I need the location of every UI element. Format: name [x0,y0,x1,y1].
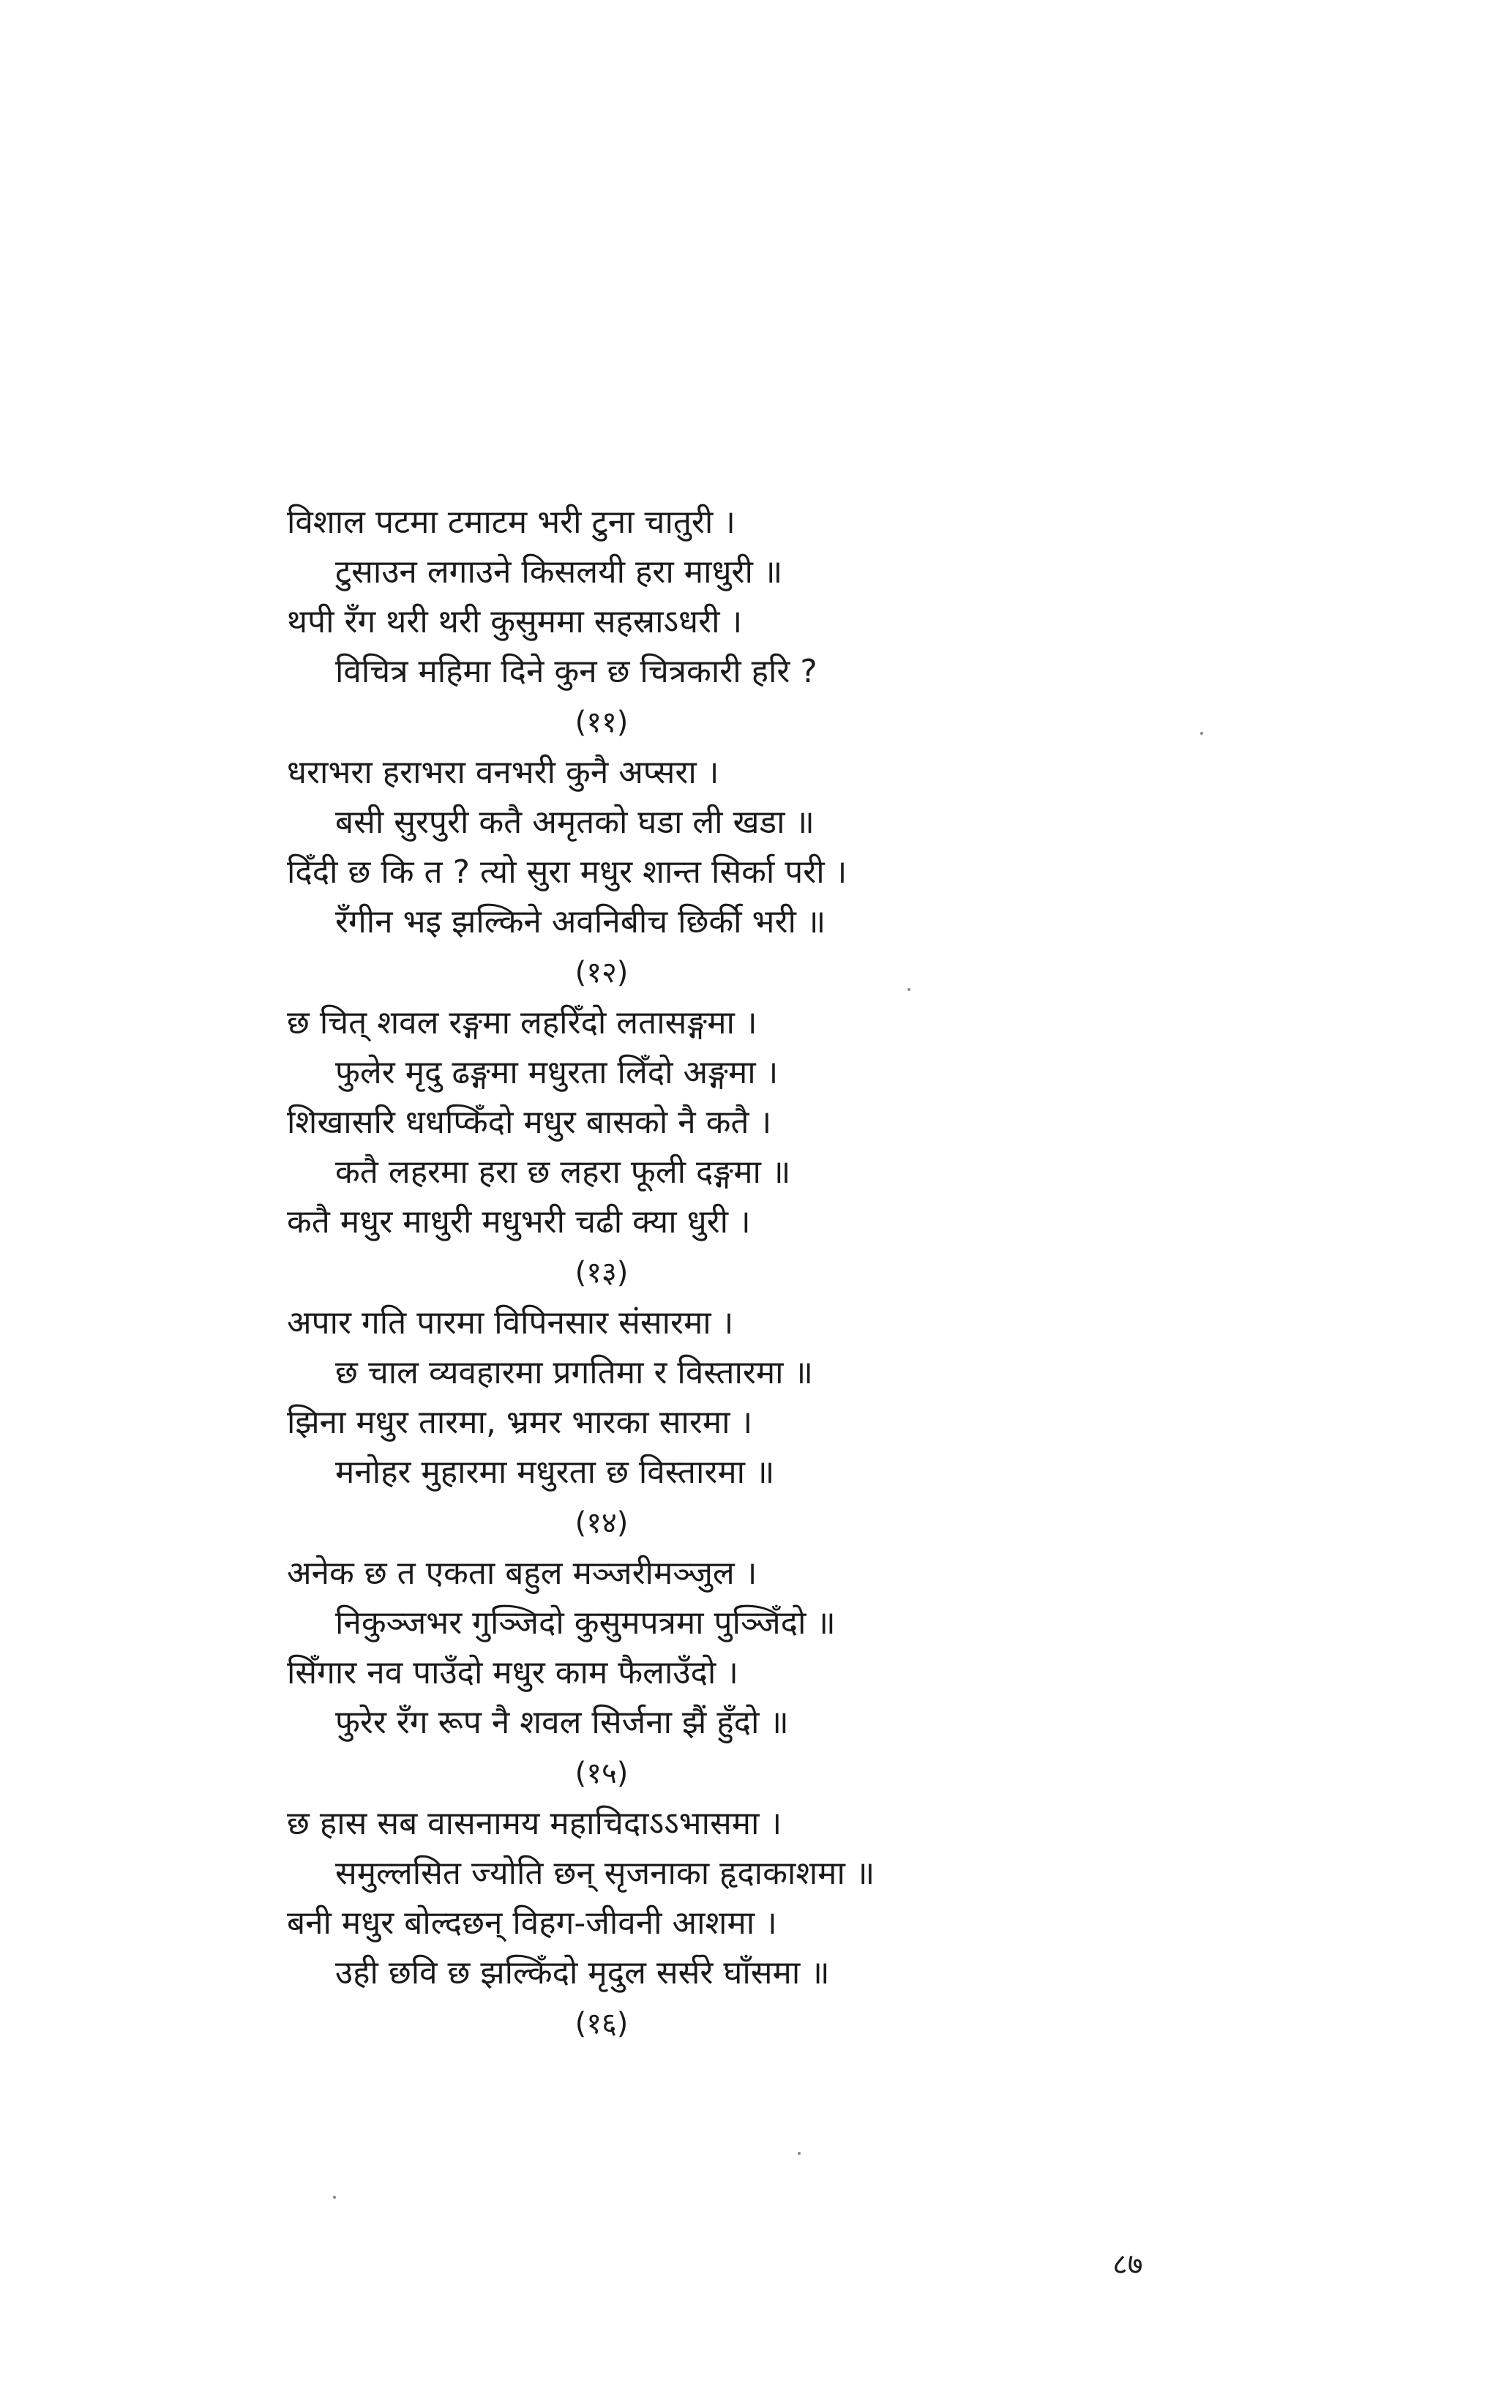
stanza-number: (१४) [575,1506,629,1540]
stanza-number: (१२) [575,956,629,990]
verse-line: थपी रँग थरी थरी कुसुममा सहस्राऽधरी । [287,603,743,640]
poem-body [287,498,1107,2049]
stanza [287,1298,1107,1549]
verse-line: छ चाल व्यवहारमा प्रगतिमा र विस्तारमा ॥ [335,1354,813,1391]
scan-speck [333,2196,336,2199]
verse-line: फुरेर रँग रूप नै शवल सिर्जना झैं हुँदो ॥ [335,1704,789,1741]
verse-line: विशाल पटमा टमाटम भरी टुना चातुरी । [287,504,736,541]
verse-line: बनी मधुर बोल्दछन् विहग-जीवनी आशमा । [287,1904,777,1942]
verse-line: निकुञ्जभर गुञ्जिदो कुसुमपत्रमा पुञ्जिँदो ॥ [335,1604,836,1642]
verse-line: बसी सुरपुरी कतै अमृतको घडा ली खडा ॥ [335,804,815,841]
stanza-number: (१५) [575,1757,629,1790]
verse-line: विचित्र महिमा दिने कुन छ चित्रकारी हरि ? [335,653,817,690]
stanza-number: (१६) [575,2007,629,2041]
stanza [287,1549,1107,1799]
stanza-number: (१३) [575,1256,629,1290]
scan-speck [1200,732,1203,735]
verse-line: छ हास सब वासनामय महाचिदाऽऽभासमा । [287,1805,782,1842]
verse-line: कतै लहरमा हरा छ लहरा फूली दङ्गमा ॥ [335,1153,791,1191]
page-number: ८७ [1112,2248,1143,2281]
verse-line: मनोहर मुहारमा मधुरता छ विस्तारमा ॥ [335,1454,775,1491]
verse-line: समुल्लसित ज्योति छन् सृजनाका हृदाकाशमा ॥ [335,1855,875,1892]
verse-line: फुलेर मृदु ढङ्गमा मधुरता लिँदो अङ्गमा । [335,1054,779,1091]
verse-line: कतै मधुर माधुरी मधुभरी चढी क्या धुरी । [287,1203,751,1241]
verse-line: छ चित् शवल रङ्गमा लहरिँदो लतासङ्गमा । [287,1004,757,1042]
stanza [287,1799,1107,2049]
verse-line: शिखासरि धधप्किँदो मधुर बासको नै कतै । [287,1104,772,1141]
stanza [287,748,1107,998]
stanza [287,998,1107,1298]
verse-line: अपार गति पारमा विपिनसार संसारमा । [287,1304,734,1342]
verse-line: दिँदी छ कि त ? त्यो सुरा मधुर शान्त सिर्का परी । [287,853,847,891]
verse-line: अनेक छ त एकता बहुल मञ्जरीमञ्जुल । [287,1555,757,1592]
scan-speck [907,988,910,991]
verse-line: झिना मधुर तारमा, भ्रमर भारका सारमा । [287,1404,753,1441]
stanza-number: (११) [575,706,629,739]
scan-speck [798,2152,801,2155]
stanza [287,498,1107,748]
verse-line: धराभरा हराभरा वनभरी कुनै अप्सरा । [287,754,719,791]
verse-line: टुसाउन लगाउने किसलयी हरा माधुरी ॥ [335,553,783,591]
verse-line: सिँगार नव पाउँदो मधुर काम फैलाउँदो । [287,1654,738,1691]
verse-line: उही छवि छ झल्किँदो मृदुल सर्सरे घाँसमा ॥ [335,1954,830,1992]
verse-line: रँगीन भइ झल्किने अवनिबीच छिर्की भरी ॥ [335,903,826,941]
